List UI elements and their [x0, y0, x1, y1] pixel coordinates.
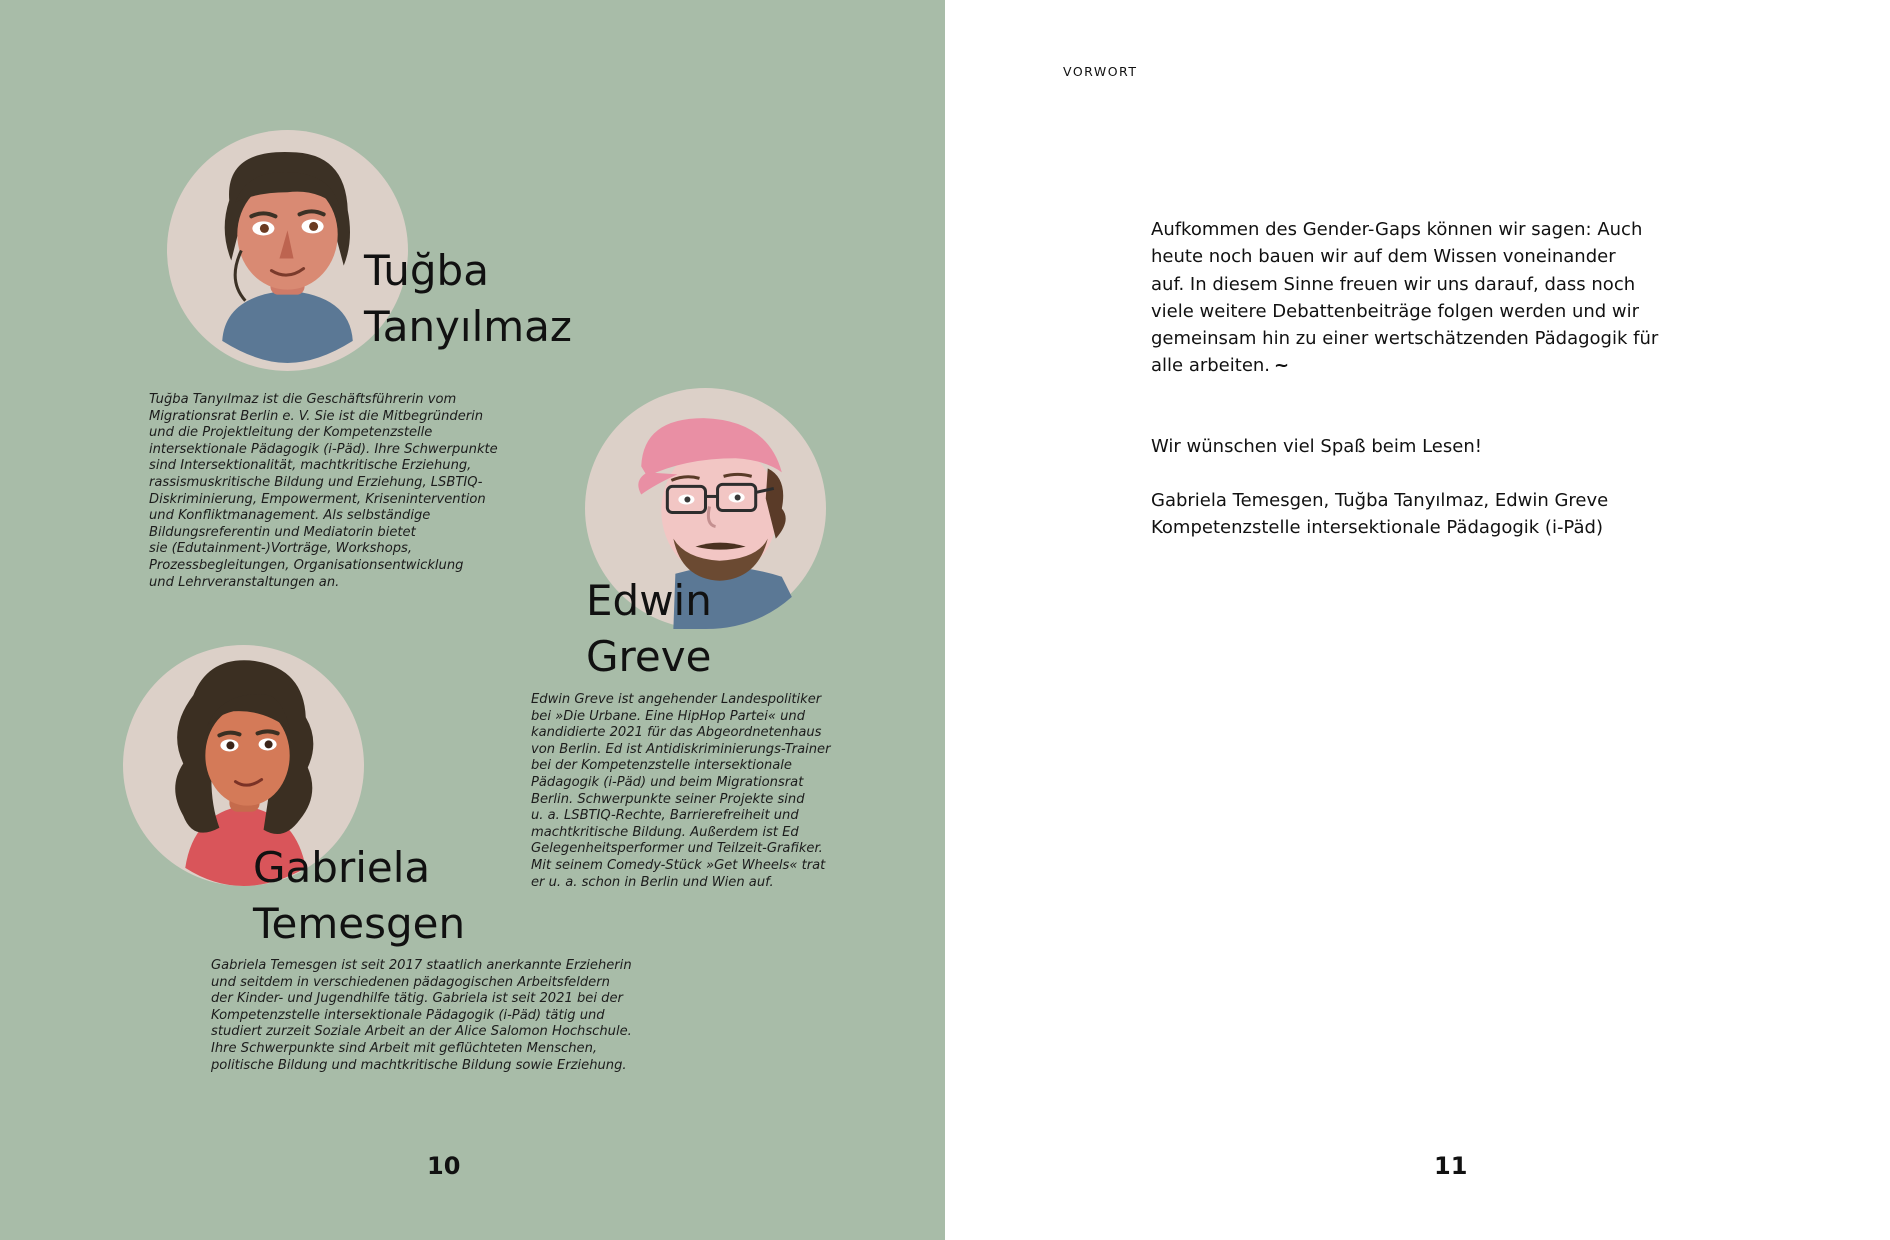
gabriela-first-name: Gabriela — [253, 843, 431, 892]
end-mark-icon: ~ — [1274, 355, 1290, 377]
page-number-left: 10 — [427, 1152, 461, 1180]
edwin-name-heading — [586, 573, 712, 685]
tugba-first-name: Tuğba — [364, 246, 489, 295]
tugba-bio: Tuğba Tanyılmaz ist die Geschäftsführerin vom Migrationsrat Berlin e. V. Sie ist die Mitbegründerin und die Projektleitung der Kompetenzstelle intersektionale Pädagogik (i-Päd). Ihre Schwerpunkte sind Intersektionalität, machtkritische Erziehung, rassismuskritische Bildung und Erziehung, LSBTIQ- Diskriminierung, Empowerment, Krisenintervention und Konfliktmanagement. Als selbständige Bildungsreferentin und Mediatorin bietet sie (Edutainment-)Vorträge, Workshops, Prozessbegleitungen, Organisationsentwicklung und Lehrveranstaltungen an. — [149, 392, 498, 590]
page-number-right: 11 — [1434, 1152, 1468, 1180]
foreword-paragraph — [1151, 216, 1658, 380]
edwin-last-name: Greve — [586, 632, 712, 681]
section-label: VORWORT — [1063, 64, 1138, 79]
gabriela-last-name: Temesgen — [253, 899, 466, 948]
edwin-bio: Edwin Greve ist angehender Landespolitiker bei »Die Urbane. Eine HipHop Partei« und kandidierte 2021 für das Abgeordnetenhaus von Berlin. Ed ist Antidiskriminierungs-Trainer bei der Kompetenzstelle intersektionale Pädagogik (i-Päd) und beim Migrationsrat Berlin. Schwerpunkte seiner Projekte sind u. a. LSBTIQ-Rechte, Barrierefreiheit und machtkritische Bildung. Außerdem ist Ed Gelegenheitsperformer und Teilzeit-Grafiker. Mit seinem Comedy-Stück »Get Wheels« trat er u. a. schon in Berlin und Wien auf. — [531, 692, 831, 890]
edwin-first-name: Edwin — [586, 576, 712, 625]
closing-line: Wir wünschen viel Spaß beim Lesen! — [1151, 436, 1482, 457]
gabriela-bio: Gabriela Temesgen ist seit 2017 staatlich anerkannte Erzieherin und seitdem in verschiedenen pädagogischen Arbeitsfeldern der Kinder- und Jugendhilfe tätig. Gabriela ist seit 2021 bei der Kompetenzstelle intersektionale Pädagogik (i-Päd) tätig und studiert zurzeit Soziale Arbeit an der Alice Salomon Hochschule. Ihre Schwerpunkte sind Arbeit mit geflüchteten Menschen, politische Bildung und machtkritische Bildung sowie Erziehung. — [211, 958, 632, 1073]
foreword-paragraph-text: Aufkommen des Gender-Gaps können wir sagen: Auch heute noch bauen wir auf dem Wissen voneinander auf. In diesem Sinne freuen wir uns darauf, dass noch viele weitere Debattenbeiträge folgen werden und wir gemeinsam hin zu einer wertschätzenden Pädagogik für alle arbeiten. — [1151, 219, 1659, 377]
tugba-last-name: Tanyılmaz — [364, 302, 572, 351]
signature: Gabriela Temesgen, Tuğba Tanyılmaz, Edwin Greve Kompetenzstelle intersektionale Pädagogik (i-Päd) — [1151, 490, 1609, 539]
right-page — [945, 0, 1890, 1240]
gabriela-name-heading — [253, 840, 465, 952]
tugba-name-heading — [364, 243, 572, 355]
